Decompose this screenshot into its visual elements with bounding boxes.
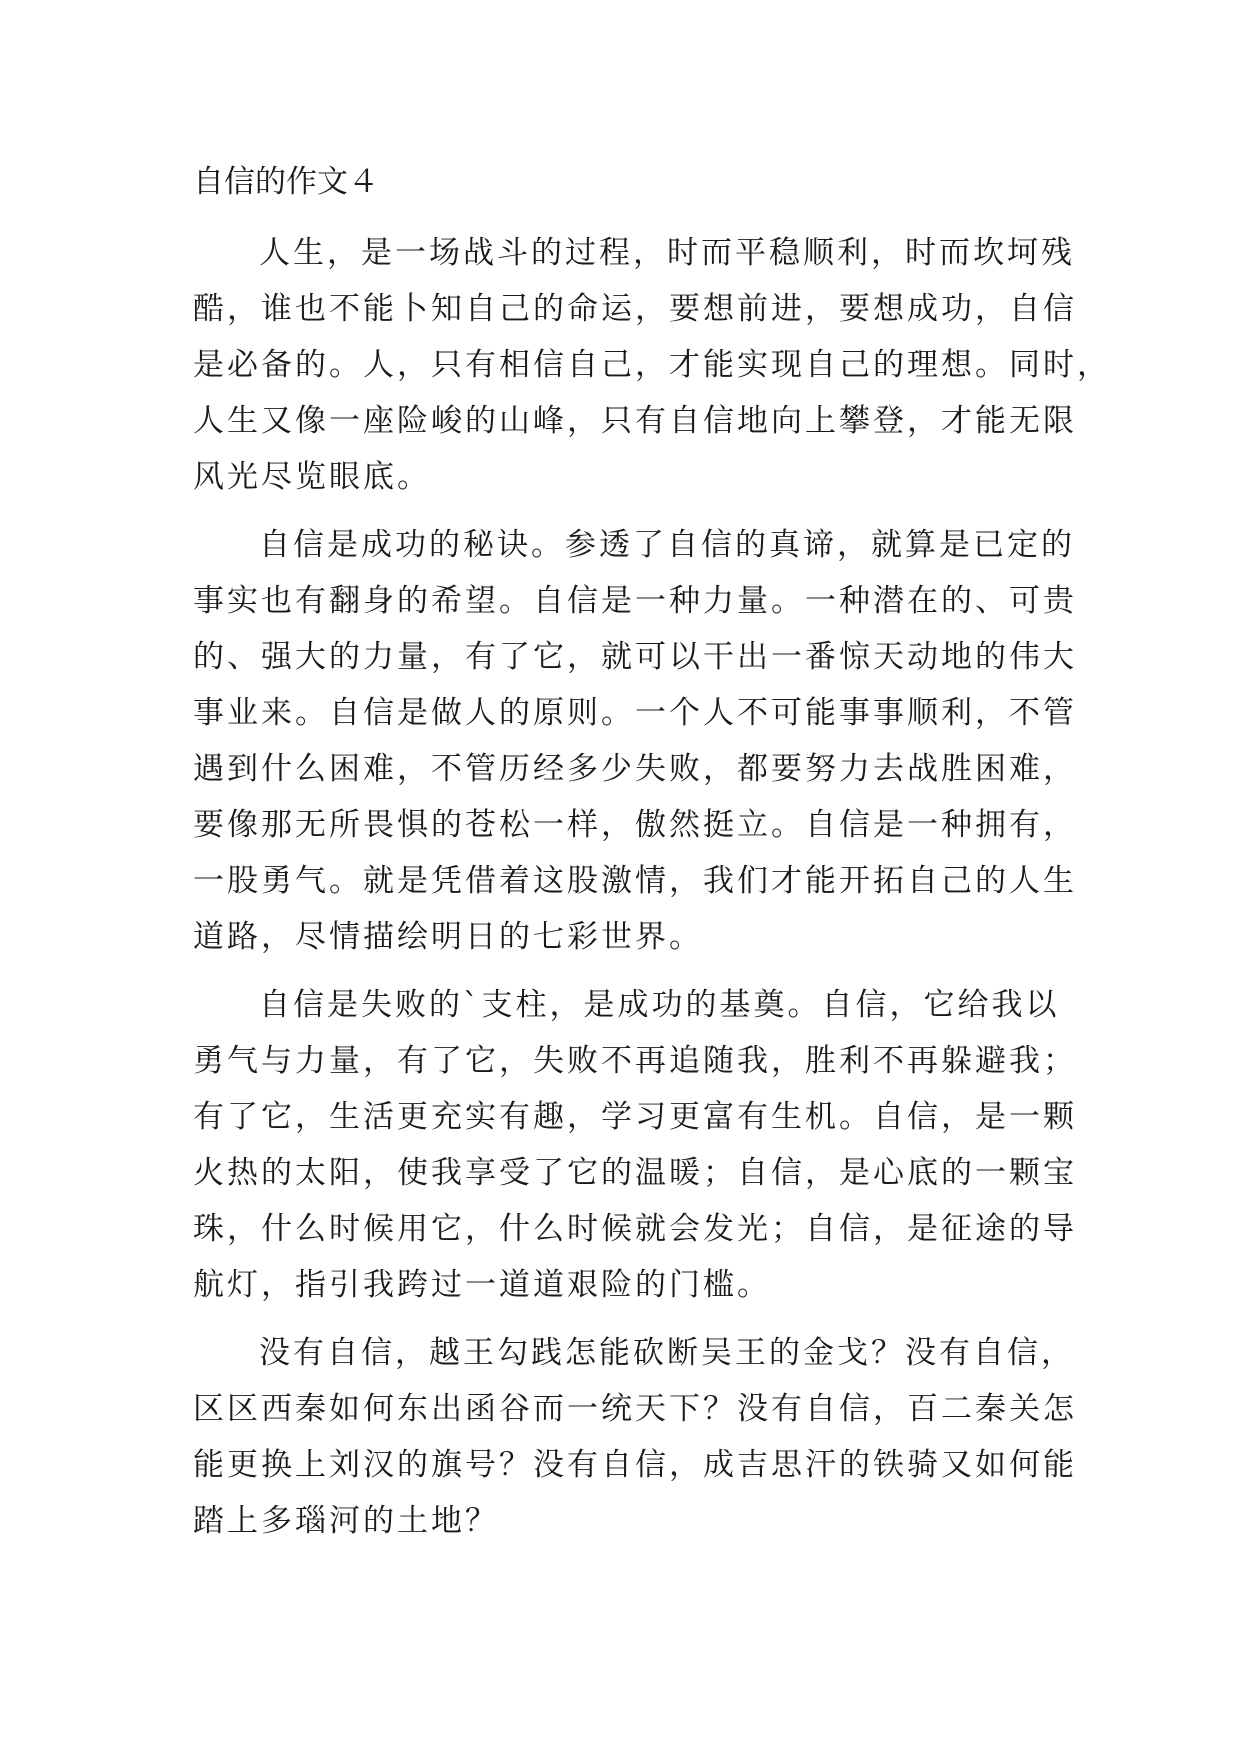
text-line: 人生又像一座险峻的山峰，只有自信地向上攀登，才能无限: [193, 403, 1077, 439]
text-line: 遇到什么困难，不管历经多少失败，都要努力去战胜困难，: [193, 751, 1077, 787]
paragraph-1: [193, 225, 1111, 505]
text-line: 区区西秦如何东出函谷而一统天下？没有自信，百二秦关怎: [193, 1391, 1077, 1427]
text-line: 勇气与力量，有了它，失败不再追随我，胜利不再躲避我；: [193, 1043, 1077, 1079]
text-line: 人生，是一场战斗的过程，时而平稳顺利，时而坎坷残: [259, 235, 1075, 271]
text-line: 自信是成功的秘诀。参透了自信的真谛，就算是已定的: [259, 527, 1075, 563]
text-line: 没有自信，越王勾践怎能砍断吴王的金戈？没有自信，: [259, 1335, 1075, 1371]
document-title: 自信的作文４: [193, 164, 379, 200]
text-line: 事业来。自信是做人的原则。一个人不可能事事顺利，不管: [193, 695, 1077, 731]
text-line: 火热的太阳，使我享受了它的温暖；自信，是心底的一颗宝: [193, 1155, 1077, 1191]
text-line: 酷，谁也不能卜知自己的命运，要想前进，要想成功，自信: [193, 291, 1077, 327]
text-line: 踏上多瑙河的土地？: [193, 1503, 499, 1539]
text-line: 航灯，指引我跨过一道道艰险的门槛。: [193, 1267, 771, 1303]
text-line: 有了它，生活更充实有趣，学习更富有生机。自信，是一颗: [193, 1099, 1077, 1135]
text-line: 风光尽览眼底。: [193, 459, 431, 495]
text-line: 能更换上刘汉的旗号？没有自信，成吉思汗的铁骑又如何能: [193, 1447, 1077, 1483]
text-line: 珠，什么时候用它，什么时候就会发光；自信，是征途的导: [193, 1211, 1077, 1247]
paragraph-3: [193, 977, 1077, 1313]
text-line: 一股勇气。就是凭借着这股激情，我们才能开拓自己的人生: [193, 863, 1077, 899]
text-line: 要像那无所畏惧的苍松一样，傲然挺立。自信是一种拥有，: [193, 807, 1077, 843]
paragraph-4: [193, 1325, 1077, 1549]
text-line: 自信是失败的`支柱，是成功的基奠。自信，它给我以: [259, 987, 1060, 1023]
paragraph-2: [193, 517, 1077, 965]
text-line: 的、强大的力量，有了它，就可以干出一番惊天动地的伟大: [193, 639, 1077, 675]
document-body: [193, 225, 1111, 1561]
text-line: 道路，尽情描绘明日的七彩世界。: [193, 919, 703, 955]
text-line: 事实也有翻身的希望。自信是一种力量。一种潜在的、可贵: [193, 583, 1077, 619]
text-line: 是必备的。人，只有相信自己，才能实现自己的理想。同时，: [193, 347, 1111, 383]
